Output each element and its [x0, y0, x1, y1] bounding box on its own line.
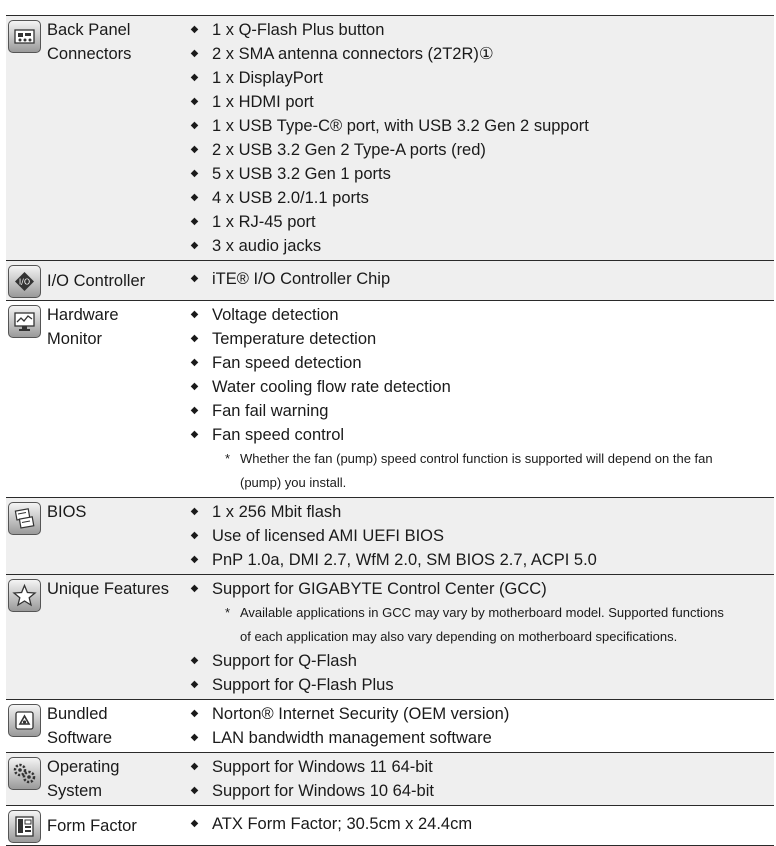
category-cell: [6, 498, 177, 574]
diamond-bullet-icon: [177, 375, 212, 399]
spec-item: ◆ 4 x USB 2.0/1.1 ports: [177, 186, 774, 210]
diamond-bullet-icon: [177, 186, 212, 210]
connector-panel-icon: [8, 20, 41, 53]
category-label: Back Panel Connectors: [47, 21, 132, 63]
spec-row-form-factor: [6, 806, 774, 846]
io-chip-icon: [8, 265, 41, 298]
category-cell: [6, 261, 177, 300]
spec-item: ◆ Support for Q-Flash: [177, 649, 774, 673]
diamond-bullet-icon: [177, 702, 212, 726]
star-icon: [8, 579, 41, 612]
spec-item: ◆ LAN bandwidth management software: [177, 726, 774, 750]
spec-item: ◆ 1 x HDMI port: [177, 90, 774, 114]
diamond-bullet-icon: [177, 423, 212, 447]
svg-text:I/O: I/O: [18, 277, 31, 287]
diamond-bullet-icon: [177, 649, 212, 673]
spec-item: ◆ Support for GIGABYTE Control Center (GCC): [177, 577, 774, 601]
spec-item: ◆ 1 x Q-Flash Plus button: [177, 18, 774, 42]
diamond-bullet-icon: [177, 327, 212, 351]
spec-items: [177, 16, 774, 260]
diamond-bullet-icon: [177, 524, 212, 548]
spec-row-bios: [6, 498, 774, 575]
category-label: Bundled Software: [47, 705, 113, 747]
category-cell: [6, 753, 177, 805]
spec-item: ◆ 1 x 256 Mbit flash: [177, 500, 774, 524]
spec-item: ◆ Fan fail warning: [177, 399, 774, 423]
spec-item: ◆ Water cooling flow rate detection: [177, 375, 774, 399]
category-cell: [6, 301, 177, 497]
spec-row-bundled-software: [6, 700, 774, 753]
diamond-bullet-icon: [177, 90, 212, 114]
diamond-bullet-icon: [177, 210, 212, 234]
diamond-bullet-icon: [177, 779, 212, 803]
diamond-bullet-icon: [177, 66, 212, 90]
category-label: Operating System: [47, 758, 120, 800]
spec-row-io-controller: [6, 261, 774, 301]
spec-item: ◆ Fan speed detection: [177, 351, 774, 375]
footnote: * Whether the fan (pump) speed control function is supported will depend on the fan (pump) you install.: [177, 447, 774, 495]
category-label: BIOS: [47, 503, 87, 521]
spec-items: [177, 498, 774, 574]
diamond-bullet-icon: [177, 808, 212, 840]
bios-chip-icon: [8, 502, 41, 535]
diamond-bullet-icon: [177, 114, 212, 138]
diamond-bullet-icon: [177, 351, 212, 375]
diamond-bullet-icon: [177, 162, 212, 186]
spec-item: ◆ iTE® I/O Controller Chip: [177, 263, 774, 295]
spec-item: ◆ Use of licensed AMI UEFI BIOS: [177, 524, 774, 548]
category-label: I/O Controller: [47, 271, 146, 290]
diamond-bullet-icon: [177, 303, 212, 327]
spec-item: ◆ Support for Q-Flash Plus: [177, 673, 774, 697]
diamond-bullet-icon: [177, 548, 212, 572]
diamond-bullet-icon: [177, 399, 212, 423]
diamond-bullet-icon: [177, 500, 212, 524]
spec-items: [177, 753, 774, 805]
spec-item: ◆ ATX Form Factor; 30.5cm x 24.4cm: [177, 808, 774, 840]
spec-item: ◆ Norton® Internet Security (OEM version): [177, 702, 774, 726]
category-cell: [6, 16, 177, 260]
category-label: Hardware Monitor: [47, 306, 119, 348]
diamond-bullet-icon: [177, 755, 212, 779]
diamond-bullet-icon: [177, 577, 212, 601]
category-cell: [6, 700, 177, 752]
spec-item: ◆ 1 x USB Type-C® port, with USB 3.2 Gen 2 support: [177, 114, 774, 138]
spec-row-hardware-monitor: [6, 301, 774, 498]
spec-item: ◆ Support for Windows 11 64-bit: [177, 755, 774, 779]
diamond-bullet-icon: [177, 138, 212, 162]
diamond-bullet-icon: [177, 263, 212, 295]
spec-item: ◆ Support for Windows 10 64-bit: [177, 779, 774, 803]
spec-item: ◆ 3 x audio jacks: [177, 234, 774, 258]
footnote: * Available applications in GCC may vary by motherboard model. Supported functions of each application may also vary depending on motherboard specifications.: [177, 601, 774, 649]
spec-table: [6, 15, 774, 846]
spec-row-back-panel: [6, 16, 774, 261]
footnote-marker: *: [225, 605, 231, 620]
spec-items: [177, 700, 774, 752]
category-cell: [6, 806, 177, 845]
spec-items: [177, 301, 774, 497]
software-box-icon: [8, 704, 41, 737]
spec-item: ◆ 1 x RJ-45 port: [177, 210, 774, 234]
spec-item: ◆ Temperature detection: [177, 327, 774, 351]
spec-item: ◆ Fan speed control: [177, 423, 774, 447]
diamond-bullet-icon: [177, 234, 212, 258]
category-label: Form Factor: [47, 816, 137, 835]
spec-item: ◆ PnP 1.0a, DMI 2.7, WfM 2.0, SM BIOS 2.7, ACPI 5.0: [177, 548, 774, 572]
spec-row-unique-features: [6, 575, 774, 700]
category-cell: [6, 575, 177, 699]
diamond-bullet-icon: [177, 18, 212, 42]
diamond-bullet-icon: [177, 673, 212, 697]
spec-item: ◆ Voltage detection: [177, 303, 774, 327]
spec-items: [177, 575, 774, 699]
diamond-bullet-icon: [177, 42, 212, 66]
spec-item: ◆ 2 x SMA antenna connectors (2T2R)①: [177, 42, 774, 66]
diamond-bullet-icon: [177, 726, 212, 750]
monitor-icon: [8, 305, 41, 338]
spec-items: [177, 261, 774, 300]
gears-icon: [8, 757, 41, 790]
footnote-marker: *: [225, 451, 231, 466]
spec-item: ◆ 2 x USB 3.2 Gen 2 Type-A ports (red): [177, 138, 774, 162]
spec-item: ◆ 1 x DisplayPort: [177, 66, 774, 90]
category-label: Unique Features: [47, 580, 169, 598]
board-icon: [8, 810, 41, 843]
spec-item: ◆ 5 x USB 3.2 Gen 1 ports: [177, 162, 774, 186]
spec-row-operating-system: [6, 753, 774, 806]
spec-items: [177, 806, 774, 845]
